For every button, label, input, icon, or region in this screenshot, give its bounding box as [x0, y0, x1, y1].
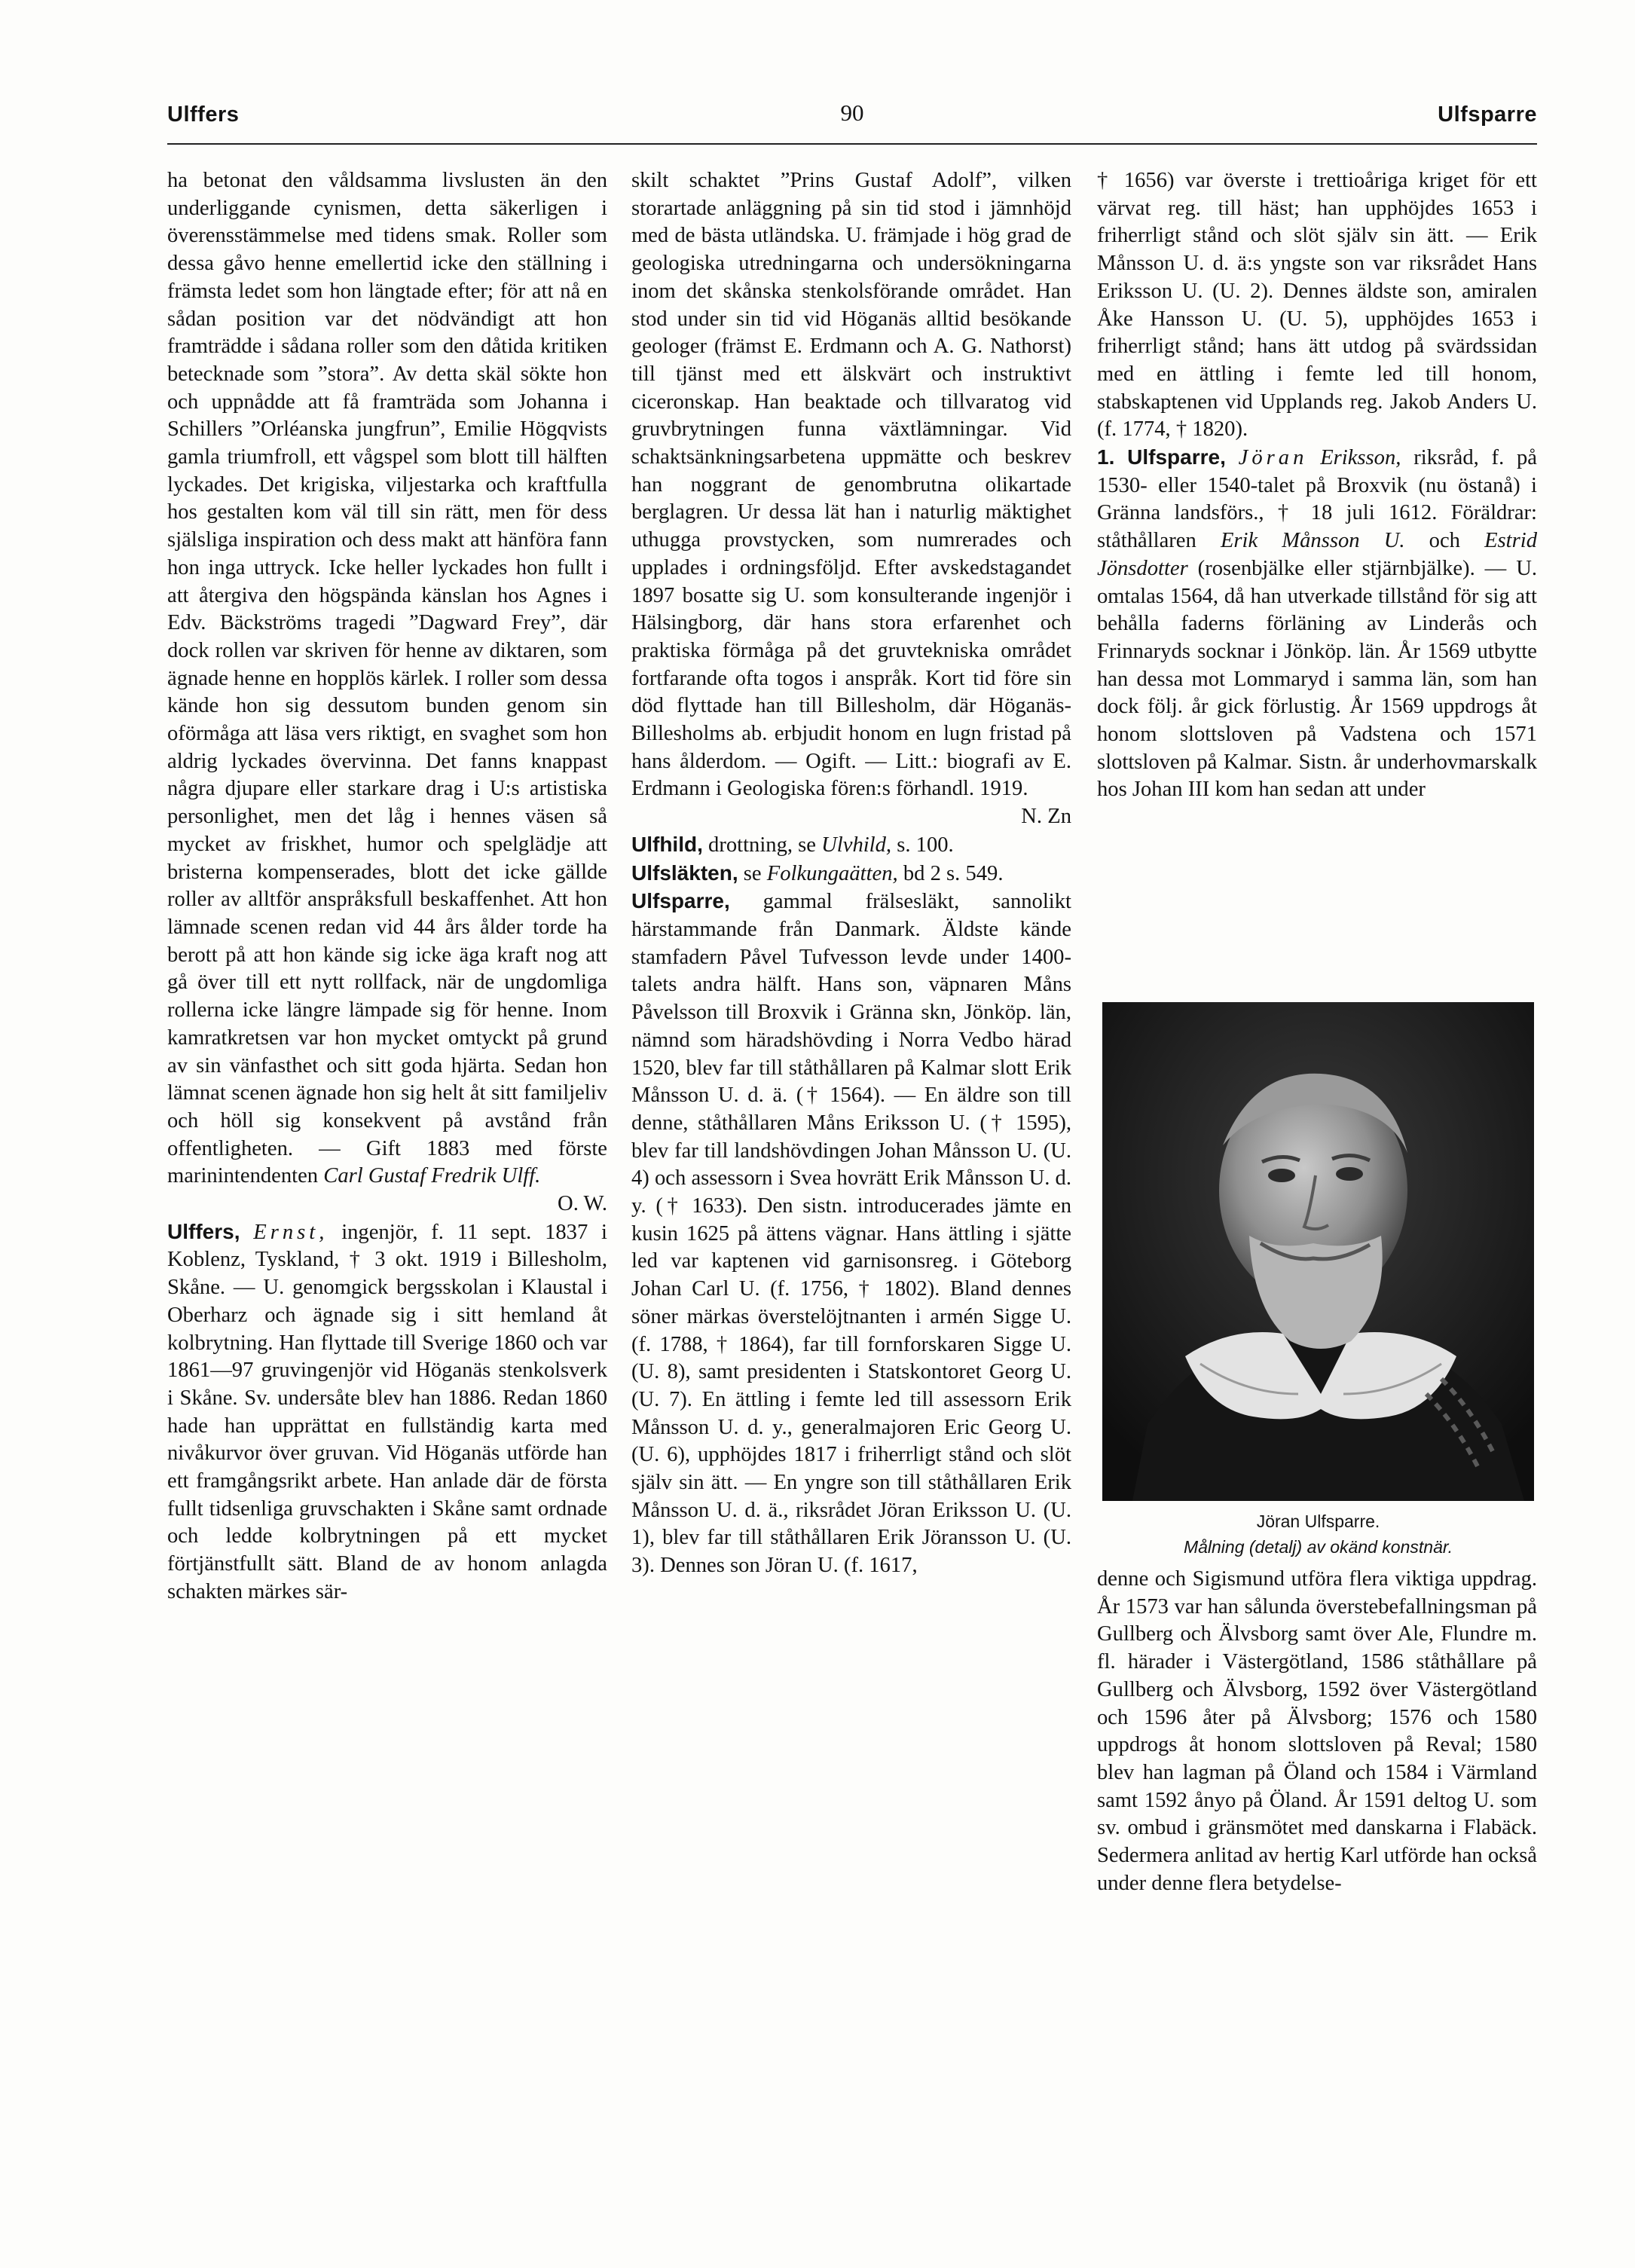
entry-number: 1. — [1097, 445, 1115, 469]
entry-given-name: Jöran — [1238, 446, 1308, 470]
paragraph — [167, 167, 607, 1191]
entry-headword: Ulfsparre, — [1127, 445, 1226, 469]
entry-given-name: Ernst, — [253, 1220, 329, 1244]
body-text: s. 100. — [897, 833, 954, 857]
paragraph — [1097, 167, 1537, 444]
image-caption-description: Målning (detalj) av okänd konstnär. — [1183, 1537, 1453, 1557]
portrait-image — [1102, 1002, 1534, 1501]
body-text: gammal frälsesläkt, sannolikt härstammande från Danmark. Äldste kände stamfadern Påvel Tufvesson levde under 1400-talets andra hälft. Hans son, väpnaren Måns Påvelsson till Broxvik i Gränna skn, Jönköp. län, nämnd som häradshövding i Norra Vedbo härad 1520, blev far till ståthållaren på Kalmar slott Erik Månsson U. d. ä. († 1564). — En äldre son till denne, ståthållaren Måns Eriksson U. († 1595), blev far till landshövdingen Johan Månsson U. (U. 4) och assessorn i Svea hovrätt Erik Månsson U. d. y. († 1633). Den sistn. introducerades jämte en kusin 1625 på ättens vägnar. Hans ättling i sjätte led var kaptenen vid garnisonsreg. i Göteborg Johan Carl U. (f. 1756, † 1802). Bland dennes söner märkas överstelöjtnanten i armén Sigge U. (f. 1788, † 1864), far till fornforskaren Sigge U. (U. 8), samt presidenten i Statskontoret Georg U. (U. 7). En ättling i femte led till assessorn Erik Månsson U. d. y., generalmajoren Eric Georg U. (U. 6), upphöjdes 1817 i friherrligt stånd och slöt själv sin ätt. — En yngre son till ståthållaren Erik Månsson U. d. ä., riksrådet Jöran Eriksson U. (U. 1), blev far till ståthållaren Erik Jöransson U. (U. 3). Dennes son Jöran U. (f. 1617, — [631, 890, 1071, 1578]
running-head-right: Ulfsparre — [1438, 102, 1537, 127]
entry-ulfslakten — [631, 860, 1071, 888]
paragraph — [1097, 1566, 1537, 1897]
entry-ulfsparre-family — [631, 888, 1071, 1580]
body-text: (rosenbjälke eller stjärnbjälke). — U. omtalas 1564, då han utverkade tillstånd för sig att behålla faderns förläning av Linderås och Frinnaryds socknar i Jönköp. län. År 1569 utbytte han dessa mot Lommaryd i samma län, som han dock följ. år gick förlustig. År 1569 uppdrogs åt honom slottsloven på Vadstena och 1571 slottsloven på Kalmar. Sistn. år underhovmarskalk hos Johan III kom han sedan att under — [1097, 556, 1537, 802]
author-signature: O. W. — [558, 1192, 607, 1216]
mother-name: Estrid Jönsdotter — [1097, 529, 1537, 580]
body-text: drottning, se — [708, 833, 816, 857]
body-text: riksråd, f. på 1530- eller 1540-talet på Broxvik (nu östanå) i Gränna landsförs., † 18 juli 1612. Föräldrar: ståthållaren — [1097, 446, 1537, 553]
paragraph — [631, 167, 1071, 803]
father-name: Erik Månsson U. — [1220, 529, 1405, 553]
cross-reference: Ulvhild, — [821, 833, 892, 857]
cross-reference: Folkungaätten, — [766, 861, 898, 885]
column-3 — [1097, 167, 1537, 804]
entry-ulfhild — [631, 831, 1071, 860]
entry-headword: Ulfsparre, — [631, 889, 730, 913]
header-rule — [167, 143, 1537, 145]
entry-headword: Ulfsläkten, — [631, 860, 738, 885]
column-1 — [167, 167, 607, 1606]
entry-ulffers-ernst — [167, 1218, 607, 1606]
body-text: ha betonat den våldsamma livslusten än den underliggande cynismen, detta säkerligen i överensstämmelse med tidens smak. Roller som dessa gåvo henne emellertid icke den ställning i främsta ledet som hon längtade efter; för att nå en sådan position var det nödvändigt att hon framträdde i sådana roller som den dåtida kritiken betecknade som ”stora”. Av detta skäl sökte hon och uppnådde att få framträda som Johanna i Schillers ”Orléanska jungfrun”, Emilie Högqvists gamla triumfroll, ett vågspel som blott till hälften lyckades. Det krigiska, viljestarka och kraftfulla hos gestalten kom väl till sin rätt, men för dess själsliga inspiration och dess makt att hänföra fann hon inga uttryck. Icke heller lyckades hon fullt i att återgiva den högspända känslan hos Agnes i Edv. Bäckströms tragedi ”Dagward Frey”, där dock rollen var skriven för henne av diktaren, som ägnade henne en hopplös kärlek. I roller som dessa kände hon sig dessutom bunden genom sin oförmåga att läsa vers riktigt, en svaghet som hon aldrig lyckades övervinna. Det fanns knappast några djupare eller starkare drag i U:s artistiska personlighet, men det låg i hennes väsen så mycket av friskhet, humor och spelglädje att bristerna kompenserades, blott det icke gällde roller av alltför anspråksfull beskaffenhet. Att hon lämnade scenen redan vid 44 års ålder torde ha berott på att hon kände sig icke äga kraft nog att gå över till ett nytt rollfack, när de ungdomliga rollerna icke längre lämpade sig för henne. Inom kamratkretsen var hon mycket omtyckt på grund av sin vänfasthet och sitt goda hjärta. Sedan hon lämnat scenen ägnade hon sig helt åt sitt familjeliv och höll sig konsekvent på avstånd från offentligheten. — Gift 1883 med förste marinintendenten — [167, 169, 607, 1188]
author-signature: N. Zn — [1021, 805, 1071, 829]
entry-headword: Ulfhild, — [631, 832, 703, 856]
entry-headword: Ulffers, — [167, 1219, 240, 1243]
body-text: † 1656) var överste i trettioåriga kriget för ett värvat reg. till häst; han upphöjdes 1653 i friherrligt stånd och slöt själv sin ätt. — Erik Månsson U. d. ä:s yngste son var riksrådet Hans Eriksson U. (U. 2). Dennes äldste son, amiralen Åke Hansson U. (U. 5), upphöjdes 1653 i friherrligt stånd; hans ätt utdog på svärdssidan med en ättling i femte led till honom, stabskaptenen vid Upplands reg. Jakob Anders U. (f. 1774, † 1820). — [1097, 169, 1537, 442]
body-text: bd 2 s. 549. — [903, 861, 1004, 885]
entry-joran-ulfsparre — [1097, 444, 1537, 804]
page-header — [167, 96, 1537, 139]
spouse-name: Carl Gustaf Fredrik Ulff. — [323, 1164, 541, 1188]
column-2 — [631, 167, 1071, 1580]
body-text: denne och Sigismund utföra flera viktiga uppdrag. År 1573 var han sålunda överstebefallningsman på Gullberg och Älvsborg samt över Ale, Flundre m. fl. härader i Västergötland, 1586 ståthållare på Gullberg och Älvsborg, 1592 över Västergötland och 1596 åter på Älvsborg; 1576 och 1580 uppdrogs åt honom slottsloven på Reval; 1580 blev han lagman på Öland och 1584 i Värmland samt 1592 ånyo på Öland. År 1591 deltog U. som sv. ombud i gränsmötet med danskarna i Flabäck. Sedermera anlitad av hertig Karl utförde han också under denne flera betydelse- — [1097, 1567, 1537, 1895]
body-text: se — [743, 861, 762, 885]
body-text: ingenjör, f. 11 sept. 1837 i Koblenz, Tyskland, † 3 okt. 1919 i Billesholm, Skåne. — U. genomgick bergsskolan i Klaustal i Oberharz och ägnade sig i sitt hemland åt kolbrytning. Han flyttade till Sverige 1860 och var 1861—97 gruvingenjör vid Höganäs stenkolsverk i Skåne. Sv. undersåte blev han 1886. Redan 1860 hade han upprättat en fullständig karta med nivåkurvor över gruvan. Vid Höganäs utförde han ett framgångsrikt arbete. Han anlade där de första fullt tidsenliga gruvschakten i Skåne samt ordnade och ledde kolbrytningen på ett mycket förtjänstfullt sätt. Bland de av honom anlagda schakten märkes sär- — [167, 1220, 607, 1603]
page-number: 90 — [840, 99, 864, 126]
body-text: och — [1429, 529, 1460, 553]
entry-surname: Eriksson, — [1320, 446, 1401, 470]
portrait-painting — [1102, 1002, 1534, 1501]
column-3-continued — [1097, 1566, 1537, 1897]
running-head-left: Ulffers — [167, 102, 240, 127]
image-caption-name: Jöran Ulfsparre. — [1256, 1511, 1380, 1531]
body-text: skilt schaktet ”Prins Gustaf Adolf”, vilken storartade anläggning på sin tid stod i jämnhöjd med de bästa utländska. U. främjade i hög grad de geologiska utredningarna och undersökningarna inom det skånska stenkolsförande området. Han stod under sin tid vid Höganäs alltid besökande geologer (främst E. Erdmann och A. G. Nathorst) till tjänst med ett älskvärt och instruktivt ciceronskap. Han beaktade och tillvaratog vid gruvbrytningen funna växtlämningar. Vid schaktsänkningsarbetena uppmätte och beskrev han noggrant de genombrutna olikartade berglagren. Ur dessa lät han i naturlig mäktighet uthugga provstycken, som numrerades och upplades i ordningsföljd. Efter avskedstagandet 1897 bosatte sig U. som konsulterande ingenjör i Hälsingborg, där hans stora erfarenhet och praktiska förmåga på det gruvtekniska området fortfarande ofta togos i anspråk. Kort tid före sin död flyttade han till Billesholm, där Höganäs-Billesholms ab. erbjudit honom en lugn fristad på hans ålderdom. — Ogift. — Litt.: biografi av E. Erdmann i Geologiska fören:s förhandl. 1919. — [631, 169, 1071, 801]
